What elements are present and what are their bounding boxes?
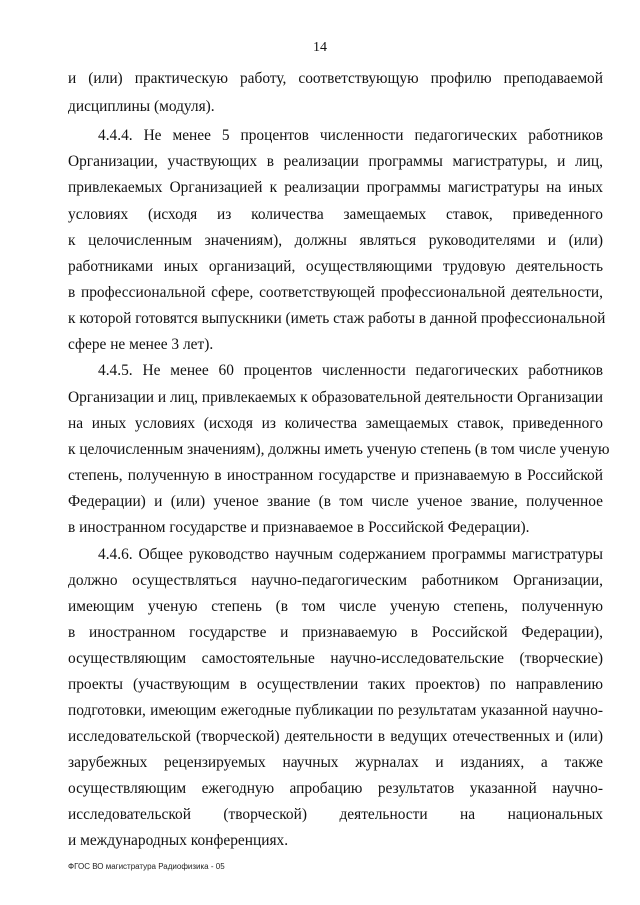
text-line: в иностранном государстве и признаваемую в Российской Федерации), bbox=[68, 624, 603, 641]
text-line: проекты (участвующим в осуществлении таких проектов) по направлению bbox=[68, 676, 603, 693]
text-line: в иностранном государстве и признаваемое в Российской Федерации). bbox=[68, 519, 530, 536]
document-footer: ФГОС ВО магистратура Радиофизика - 05 bbox=[68, 862, 225, 871]
text-line: сфере не менее 3 лет). bbox=[68, 336, 214, 353]
text-line: работниками иных организаций, осуществляющими трудовую деятельность bbox=[68, 258, 603, 275]
text-line: и (или) практическую работу, соответствующую профилю преподаваемой bbox=[68, 70, 603, 87]
text-line: исследовательской (творческой) деятельности в ведущих отечественных и (или) bbox=[68, 728, 603, 745]
text-line: степень, полученную в иностранном государстве и признаваемую в Российской bbox=[68, 467, 603, 484]
page-number: 14 bbox=[313, 40, 327, 55]
text-line: на иных условиях (исходя из количества замещаемых ставок, приведенного bbox=[68, 415, 603, 432]
text-line: Организации и лиц, привлекаемых к образовательной деятельности Организации bbox=[68, 389, 603, 406]
text-line: привлекаемых Организацией к реализации программы магистратуры на иных bbox=[68, 179, 603, 196]
text-line: зарубежных рецензируемых научных журналах и изданиях, а также bbox=[68, 754, 603, 771]
text-line: должно осуществляться научно-педагогическим работником Организации, bbox=[68, 572, 603, 589]
text-line: подготовки, имеющим ежегодные публикации по результатам указанной научно- bbox=[68, 702, 603, 719]
text-line: осуществляющим ежегодную апробацию результатов указанной научно- bbox=[68, 780, 603, 797]
text-line: исследовательской (творческой) деятельности на национальных bbox=[68, 806, 603, 823]
text-line: Федерации) и (или) ученое звание (в том числе ученое звание, полученное bbox=[68, 493, 603, 510]
paragraph-start-line: 4.4.5. Не менее 60 процентов численности педагогических работников bbox=[98, 362, 603, 379]
text-line: осуществляющим самостоятельные научно-исследовательские (творческие) bbox=[68, 650, 603, 667]
text-line: в профессиональной сфере, соответствующей профессиональной деятельности, bbox=[68, 284, 603, 301]
text-line: к которой готовятся выпускники (иметь стаж работы в данной профессиональной bbox=[68, 310, 606, 327]
text-line: имеющим ученую степень (в том числе ученую степень, полученную bbox=[68, 598, 603, 615]
text-line: Организации, участвующих в реализации программы магистратуры, и лиц, bbox=[68, 153, 603, 170]
text-line: к целочисленным значениям), должны иметь ученую степень (в том числе ученую bbox=[68, 441, 610, 458]
paragraph-start-line: 4.4.6. Общее руководство научным содержанием программы магистратуры bbox=[98, 546, 603, 563]
paragraph-start-line: 4.4.4. Не менее 5 процентов численности педагогических работников bbox=[98, 127, 603, 144]
text-line: дисциплины (модуля). bbox=[68, 98, 215, 115]
text-line: и международных конференциях. bbox=[68, 832, 289, 849]
text-line: условиях (исходя из количества замещаемых ставок, приведенного bbox=[68, 206, 603, 223]
text-line: к целочисленным значениям), должны являться руководителями и (или) bbox=[68, 232, 603, 249]
